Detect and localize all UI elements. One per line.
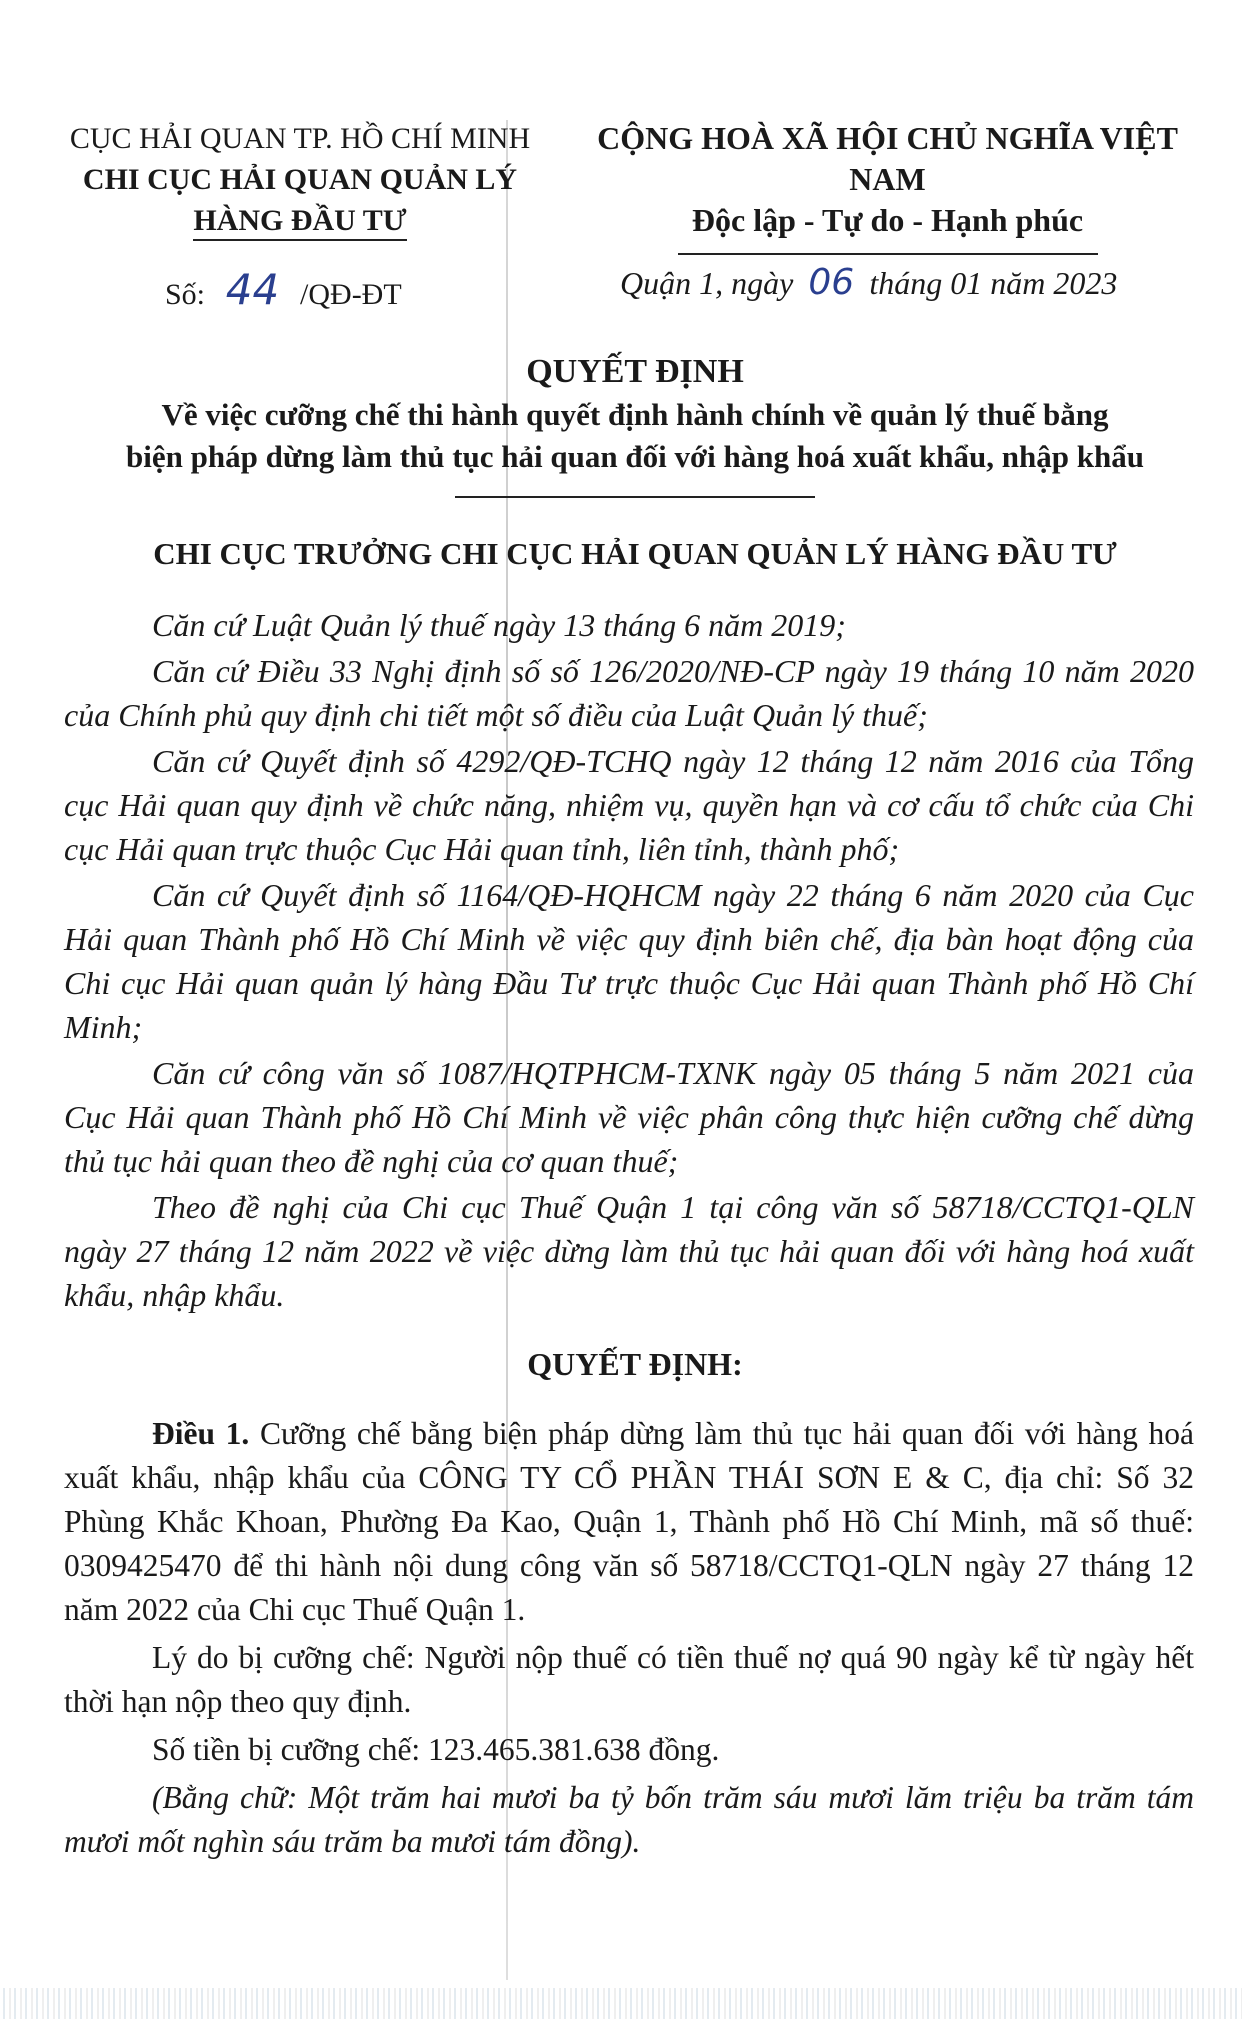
agency-line-1: CỤC HẢI QUAN TP. HỒ CHÍ MINH <box>69 122 531 155</box>
article-1-text: Cưỡng chế bằng biện pháp dừng làm thủ tục hải quan đối với hàng hoá xuất khẩu, nhập khẩu của CÔNG TY CỔ PHẦN THÁI SƠN E & C, địa chỉ: Số 32 Phùng Khắc Khoan, Phường Đa Kao, Quận 1, Thành phố Hồ Chí Minh, mã số thuế: 0309425470 để thi hành nội dung công văn số 58718/CCTQ1-QLN ngày 27 tháng 12 năm 2022 của Chi cục Thuế Quận 1. <box>64 1416 1195 1627</box>
title-subject-1: Về việc cưỡng chế thi hành quyết định hành chính về quản lý thuế bằng <box>161 397 1109 432</box>
title-heading: QUYẾT ĐỊNH <box>526 353 744 390</box>
article-1-amount-words: (Bằng chữ: Một trăm hai mươi ba tỷ bốn trăm sáu mươi lăm triệu ba trăm tám mươi mốt nghìn sáu trăm ba mươi tám đồng). <box>64 1780 1194 1859</box>
legal-basis <box>64 603 1194 1319</box>
motto-underline <box>678 253 1098 255</box>
article-1-label: Điều 1. <box>152 1416 250 1451</box>
title-underline <box>455 496 815 498</box>
article-1 <box>64 1412 1194 1868</box>
number-prefix: Số: <box>165 278 206 311</box>
basis-item: Theo đề nghị của Chi cục Thuế Quận 1 tại công văn số 58718/CCTQ1-QLN ngày 27 tháng 12 năm 2022 về việc dừng làm thủ tục hải quan đối với hàng hoá xuất khẩu, nhập khẩu. <box>64 1189 1194 1313</box>
date-suffix: tháng 01 năm 2023 <box>869 265 1118 301</box>
document-number <box>165 265 402 314</box>
number-suffix: /QĐ-ĐT <box>300 278 402 311</box>
basis-item: Căn cứ Quyết định số 4292/QĐ-TCHQ ngày 12 tháng 12 năm 2016 của Tổng cục Hải quan quy định về chức năng, nhiệm vụ, quyền hạn và cơ cấu tổ chức của Chi cục Hải quan trực thuộc Cục Hải quan tỉnh, liên tỉnh, thành phố; <box>64 743 1194 867</box>
issuing-agency <box>60 118 540 241</box>
issue-date <box>620 262 1117 303</box>
decision-heading: QUYẾT ĐỊNH: <box>527 1346 743 1382</box>
document-title <box>60 350 1210 498</box>
national-motto: Độc lập - Tự do - Hạnh phúc <box>691 202 1084 238</box>
basis-item: Căn cứ công văn số 1087/HQTPHCM-TXNK ngày 05 tháng 5 năm 2021 của Cục Hải quan Thành phố Hồ Chí Minh về việc phân công thực hiện cưỡng chế dừng thủ tục hải quan theo đề nghị của cơ quan thuế; <box>64 1055 1194 1179</box>
title-subject-2: biện pháp dừng làm thủ tục hải quan đối với hàng hoá xuất khẩu, nhập khẩu <box>126 439 1144 474</box>
basis-item: Căn cứ Quyết định số 1164/QĐ-HQHCM ngày 22 tháng 6 năm 2020 của Cục Hải quan Thành phố Hồ Chí Minh về việc quy định biên chế, địa bàn hoạt động của Chi cục Hải quan quản lý hàng Đầu Tư trực thuộc Cục Hải quan Thành phố Hồ Chí Minh; <box>64 877 1194 1045</box>
agency-line-3: HÀNG ĐẦU TƯ <box>193 203 406 241</box>
date-prefix: Quận 1, ngày <box>620 265 794 301</box>
nation-name: CỘNG HOÀ XÃ HỘI CHỦ NGHĨA VIỆT NAM <box>597 120 1178 197</box>
handwritten-day: 06 <box>808 262 855 303</box>
issuing-authority: CHI CỤC TRƯỞNG CHI CỤC HẢI QUAN QUẢN LÝ HÀNG ĐẦU TƯ <box>153 536 1117 571</box>
agency-line-2: CHI CỤC HẢI QUAN QUẢN LÝ <box>82 163 518 196</box>
basis-item: Căn cứ Điều 33 Nghị định số số 126/2020/NĐ-CP ngày 19 tháng 10 năm 2020 của Chính phủ quy định chi tiết một số điều của Luật Quản lý thuế; <box>64 653 1194 733</box>
scan-edge <box>0 1988 1242 2019</box>
article-1-reason: Lý do bị cưỡng chế: Người nộp thuế có tiền thuế nợ quá 90 ngày kể từ ngày hết thời hạn nộp theo quy định. <box>64 1640 1194 1719</box>
basis-item: Căn cứ Luật Quản lý thuế ngày 13 tháng 6 năm 2019; <box>152 607 846 643</box>
article-1-body <box>64 1412 1194 1632</box>
article-1-amount: Số tiền bị cưỡng chế: 123.465.381.638 đồng. <box>152 1732 720 1767</box>
handwritten-number: 44 <box>225 265 280 314</box>
national-header <box>575 118 1200 255</box>
